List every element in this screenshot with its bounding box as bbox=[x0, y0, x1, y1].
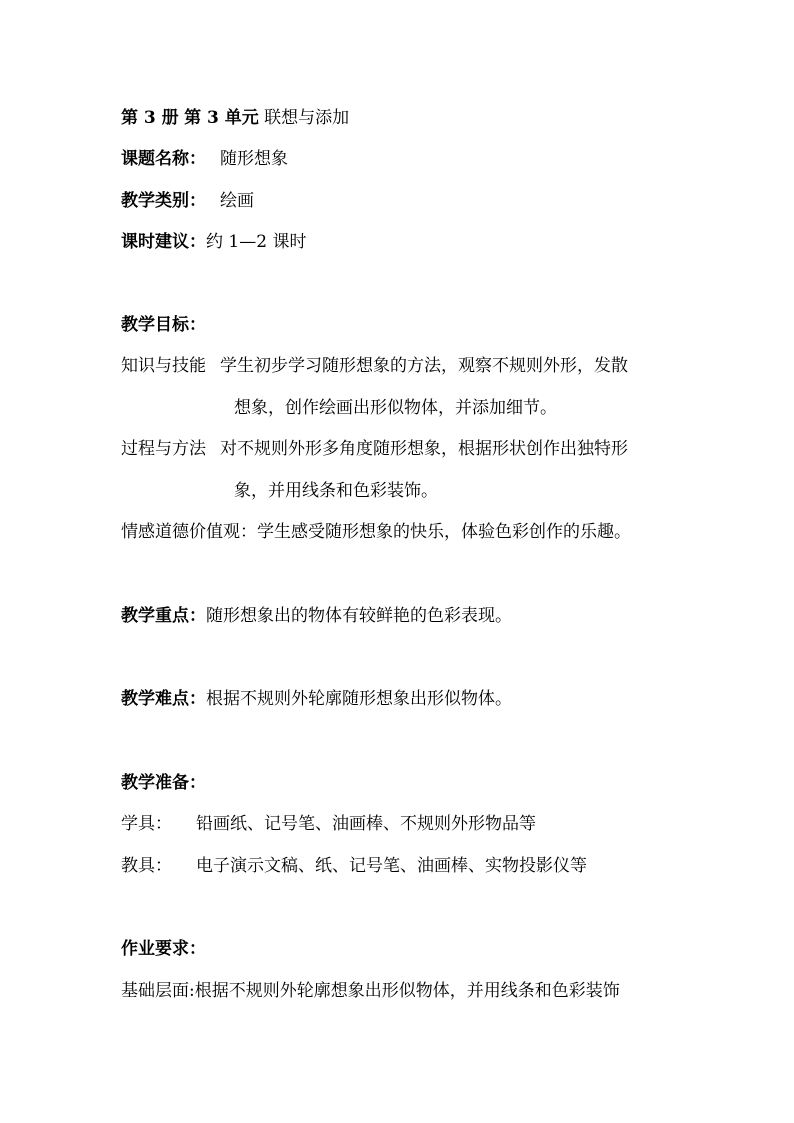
knowledge-row bbox=[121, 354, 628, 378]
emotion-label: 情感道德价值观： bbox=[121, 522, 257, 542]
topic-value: 随形想象 bbox=[220, 149, 288, 169]
teacher-tools-label: 教具： bbox=[121, 856, 172, 876]
difficulty-text: 根据不规则外轮廓随形想象出形似物体。 bbox=[206, 689, 512, 709]
process-row bbox=[121, 437, 628, 461]
hours-row bbox=[121, 230, 306, 254]
category-label: 教学类别： bbox=[121, 191, 206, 211]
homework-basic-text: 根据不规则外轮廓想象出形似物体，并用线条和色彩装饰 bbox=[194, 981, 620, 1001]
unit-number: 第 3 单元 bbox=[184, 108, 259, 128]
knowledge-line2: 想象，创作绘画出形似物体，并添加细节。 bbox=[234, 398, 557, 418]
key-point-text: 随形想象出的物体有较鲜艳的色彩表现。 bbox=[206, 606, 512, 626]
emotion-row bbox=[121, 520, 631, 544]
process-line1: 对不规则外形多角度随形想象，根据形状创作出独特形 bbox=[220, 439, 628, 459]
objectives-heading: 教学目标： bbox=[121, 315, 206, 335]
preparation-heading: 教学准备： bbox=[121, 773, 206, 793]
key-point-row bbox=[121, 604, 512, 628]
knowledge-label: 知识与技能 bbox=[121, 356, 206, 376]
hours-value: 约 1—2 课时 bbox=[206, 232, 307, 252]
topic-row bbox=[121, 147, 288, 171]
homework-heading: 作业要求： bbox=[121, 939, 206, 959]
topic-label: 课题名称： bbox=[121, 149, 206, 169]
process-line2: 象，并用线条和色彩装饰。 bbox=[234, 481, 438, 501]
unit-title: 联想与添加 bbox=[264, 108, 350, 128]
lesson-header bbox=[121, 106, 349, 130]
process-label: 过程与方法 bbox=[121, 439, 206, 459]
book-number: 第 3 册 bbox=[121, 108, 179, 128]
difficulty-row bbox=[121, 687, 512, 711]
homework-basic-row bbox=[121, 979, 620, 1003]
homework-basic-label: 基础层面: bbox=[121, 981, 195, 1001]
student-tools-label: 学具： bbox=[121, 814, 172, 834]
difficulty-label: 教学难点： bbox=[121, 689, 206, 709]
hours-label: 课时建议： bbox=[121, 232, 206, 252]
key-point-label: 教学重点： bbox=[121, 606, 206, 626]
teacher-tools-row bbox=[121, 854, 587, 878]
category-row bbox=[121, 189, 254, 213]
student-tools-text: 铅画纸、记号笔、油画棒、不规则外形物品等 bbox=[196, 814, 536, 834]
knowledge-line1: 学生初步学习随形想象的方法，观察不规则外形，发散 bbox=[220, 356, 628, 376]
category-value: 绘画 bbox=[220, 191, 254, 211]
teacher-tools-text: 电子演示文稿、纸、记号笔、油画棒、实物投影仪等 bbox=[196, 856, 587, 876]
emotion-text: 学生感受随形想象的快乐，体验色彩创作的乐趣。 bbox=[257, 522, 631, 542]
student-tools-row bbox=[121, 812, 536, 836]
